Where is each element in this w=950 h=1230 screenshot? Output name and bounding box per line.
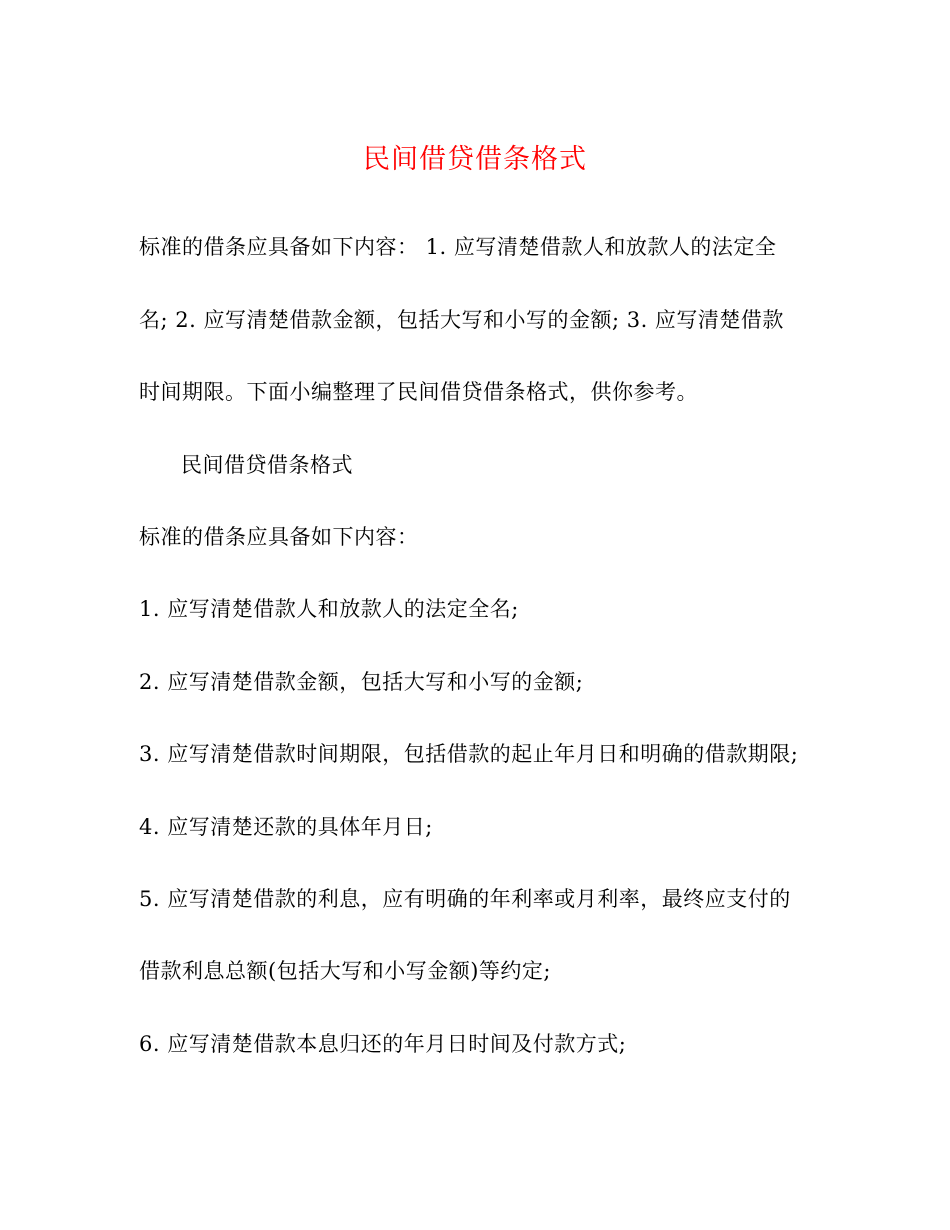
section-heading: 民间借贷借条格式 (181, 453, 353, 477)
list-item-3: 3. 应写清楚借款时间期限，包括借款的起止年月日和明确的借款期限; (139, 742, 799, 766)
list-item-1: 1. 应写清楚借款人和放款人的法定全名; (139, 597, 519, 621)
intro-line-3: 时间期限。下面小编整理了民间借贷借条格式，供你参考。 (139, 380, 698, 404)
list-item-4: 4. 应写清楚还款的具体年月日; (139, 815, 433, 839)
intro-line-2: 名; 2. 应写清楚借款金额，包括大写和小写的金额; 3. 应写清楚借款 (139, 308, 784, 332)
list-item-2: 2. 应写清楚借款金额，包括大写和小写的金额; (139, 670, 584, 694)
list-item-5: 5. 应写清楚借款的利息，应有明确的年利率或月利率，最终应支付的 (139, 887, 791, 911)
requirements-intro: 标准的借条应具备如下内容： (139, 525, 419, 549)
list-item-5-continued: 借款利息总额(包括大写和小写金额)等约定; (139, 959, 551, 983)
document-title: 民间借贷借条格式 (363, 144, 587, 175)
intro-line-1: 标准的借条应具备如下内容： 1. 应写清楚借款人和放款人的法定全 (139, 235, 777, 259)
list-item-6: 6. 应写清楚借款本息归还的年月日时间及付款方式; (139, 1032, 627, 1056)
